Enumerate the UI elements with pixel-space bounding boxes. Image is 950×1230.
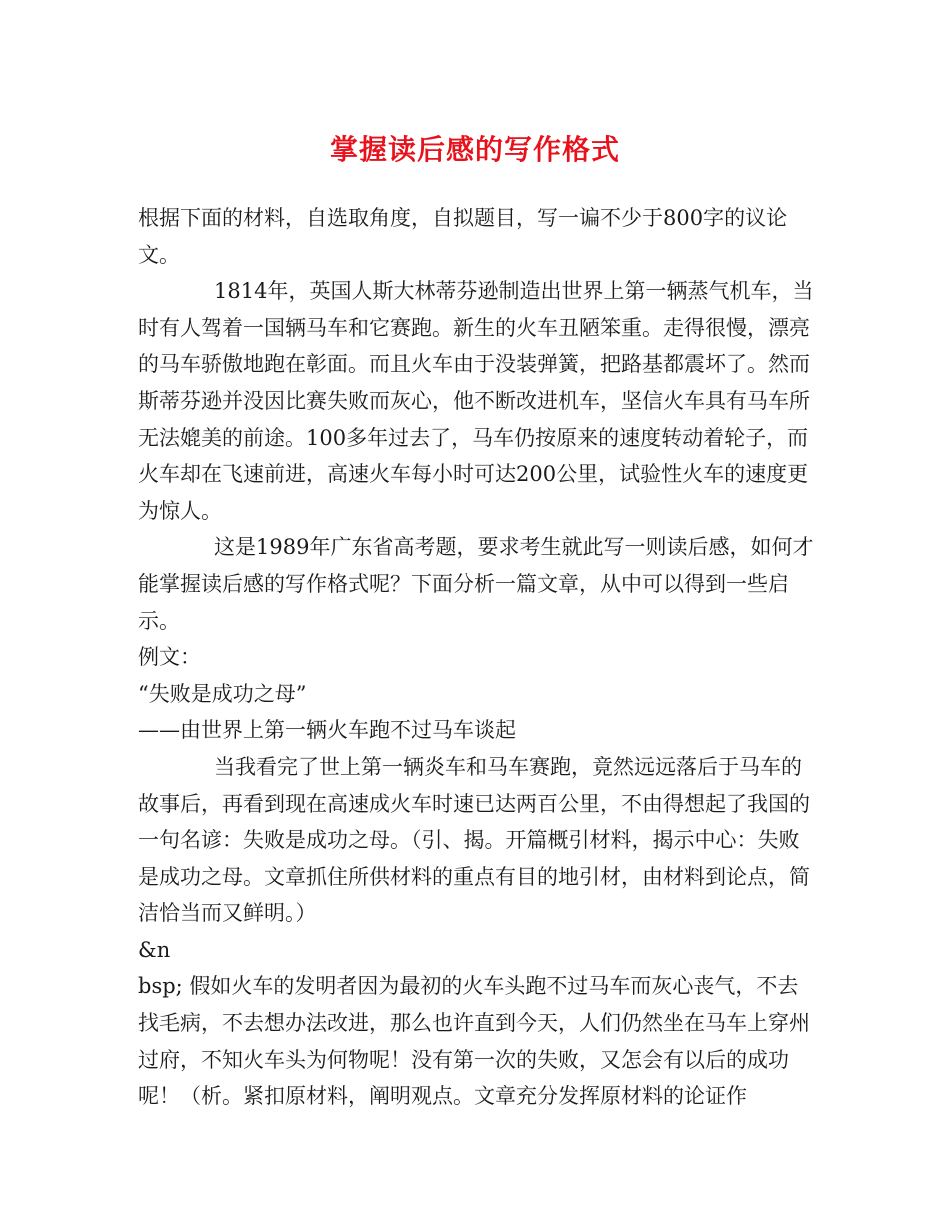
example-title: “失败是成功之母” bbox=[138, 681, 307, 706]
document-title: 掌握读后感的写作格式 bbox=[329, 133, 620, 166]
paragraph-task: 根据下面的材料，自选取角度，自拟题目，写一谝不少于800字的议论文。 bbox=[138, 206, 788, 267]
example-paragraph-2: bsp; 假如火车的发明者因为最初的火车头跑不过马车而灰心丧气，不去找毛病，不去想办法改进，那么也许直到今天，人们仍然坐在马车上穿州过府，不知火车头为何物呢！没有第一次的失败，又怎会有以后的成功呢！（析。紧扣原材料，阐明观点。文章充分发挥原材料的论证作 bbox=[138, 974, 810, 1109]
example-label: 例文： bbox=[138, 645, 201, 670]
example-paragraph-1: 当我看完了世上第一辆炎车和马车赛跑，竟然远远落后于马车的故事后，再看到现在高速成火车时速已达两百公里，不由得想起了我国的一句名谚：失败是成功之母。（引、揭。开篇概引材料，揭示中心：失败是成功之母。文章抓住所供材料的重点有目的地引材，由材料到论点，简洁恰当而又鲜明。） bbox=[138, 754, 810, 926]
example-subtitle: ——由世界上第一辆火车跑不过马车谈起 bbox=[138, 718, 516, 743]
document-body bbox=[138, 200, 818, 1115]
entity-fragment: &n bbox=[138, 937, 171, 962]
paragraph-material: 1814年，英国人斯大林蒂芬逊制造出世界上第一辆蒸气机车，当时有人驾着一国辆马车和它赛跑。新生的火车丑陋笨重。走得很慢，漂亮的马车骄傲地跑在彰面。而且火车由于没装弹簧，把路基都震坏了。然而斯蒂芬逊并没因比赛失败而灰心，他不断改进机车，坚信火车具有马车所无法媲美的前途。100多年过去了，马车仍按原来的速度转动着轮子，而火车却在飞速前进，高速火车每小时可达200公里，试验性火车的速度更为惊人。 bbox=[138, 279, 814, 523]
paragraph-intro: 这是1989年广东省高考题，要求考生就此写一则读后感，如何才能掌握读后感的写作格式呢？下面分析一篇文章，从中可以得到一些启示。 bbox=[138, 535, 814, 633]
